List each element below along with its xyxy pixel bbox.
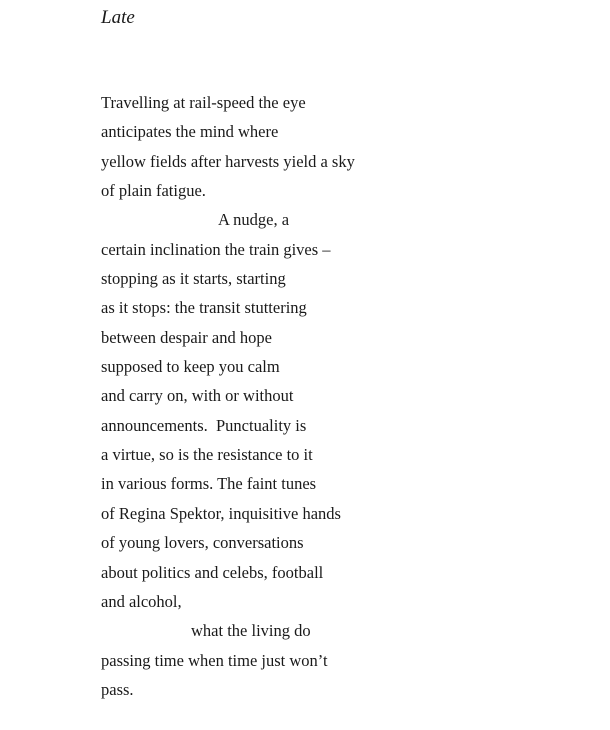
poem-line: pass. bbox=[101, 679, 134, 699]
poem-line: certain inclination the train gives – bbox=[101, 239, 331, 259]
poem-line: Travelling at rail-speed the eye bbox=[101, 93, 306, 112]
poem-line: about politics and celebs, football bbox=[101, 562, 324, 582]
poem-line: anticipates the mind where bbox=[101, 122, 279, 142]
poem-line: a virtue, so is the resistance to it bbox=[101, 445, 313, 465]
poem-line: yellow fields after harvests yield a sky bbox=[101, 151, 355, 171]
poem-line: stopping as it starts, starting bbox=[101, 269, 286, 289]
poem-line-indented: what the living do bbox=[191, 621, 311, 641]
poem-line: and alcohol, bbox=[101, 591, 182, 611]
poem-line: announcements. Punctuality is bbox=[101, 415, 307, 435]
poem-line: between despair and hope bbox=[101, 327, 272, 347]
poem-line: passing time when time just won’t bbox=[101, 650, 328, 670]
poem-line: supposed to keep you calm bbox=[101, 357, 280, 377]
poem-title: Late bbox=[101, 7, 135, 28]
poem-line: of plain fatigue. bbox=[101, 181, 206, 201]
poem-line: and carry on, with or without bbox=[101, 386, 294, 406]
poem-body bbox=[101, 88, 355, 704]
poem-line: of Regina Spektor, inquisitive hands bbox=[101, 503, 341, 523]
poem-line: in various forms. The faint tunes bbox=[101, 474, 317, 494]
poem-line: as it stops: the transit stuttering bbox=[101, 298, 307, 318]
poem-line-indented: A nudge, a bbox=[218, 210, 290, 230]
poem-line: of young lovers, conversations bbox=[101, 533, 304, 553]
